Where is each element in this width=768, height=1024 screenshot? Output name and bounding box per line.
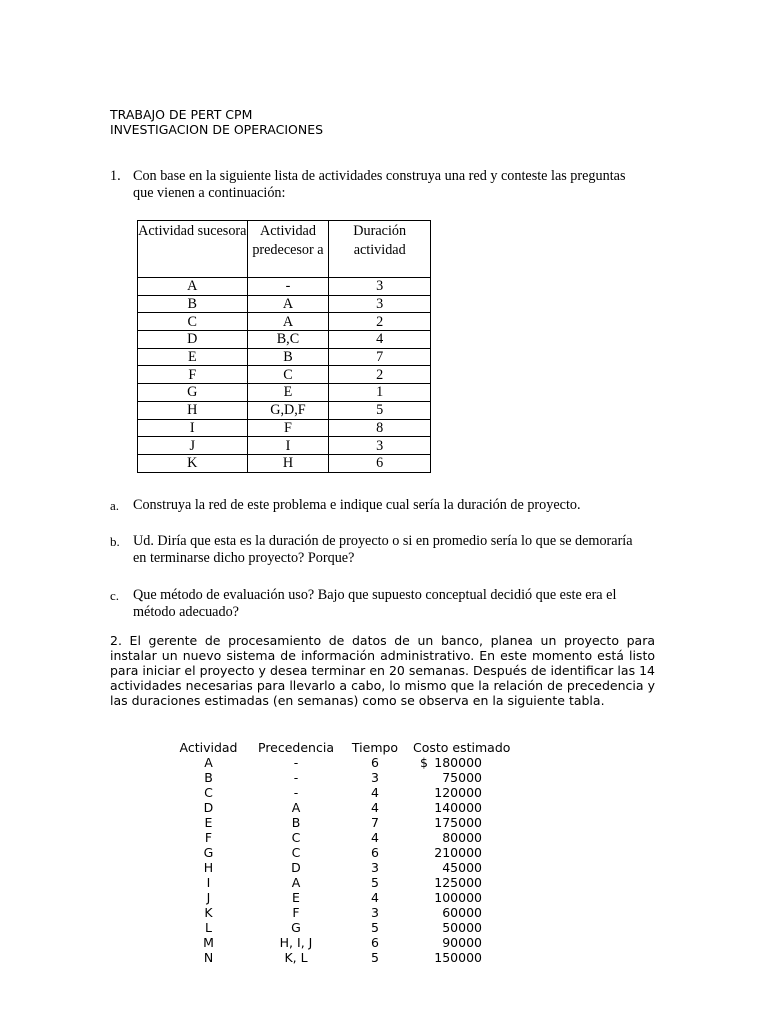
- duration-cell: 3: [329, 295, 431, 313]
- cost-cell: [405, 890, 540, 905]
- successor-cell: G: [138, 384, 248, 402]
- time-cell: 4: [371, 785, 379, 800]
- question-1-number: 1.: [110, 168, 121, 184]
- table-row: [170, 905, 540, 920]
- duration-cell: 7: [329, 348, 431, 366]
- activity-table-2: [170, 740, 540, 965]
- table-row: [138, 454, 431, 472]
- table-row: [138, 437, 431, 455]
- activity-cell: N: [203, 950, 214, 965]
- time-cell: 5: [371, 875, 379, 890]
- cost-value: 90000: [442, 935, 482, 950]
- header-activity: Actividad: [179, 740, 238, 755]
- precedence-cell: H, I, J: [279, 935, 313, 950]
- time-cell: 3: [371, 860, 379, 875]
- table-row: [138, 313, 431, 331]
- cost-value: 175000: [434, 815, 482, 830]
- predecessor-cell: A: [247, 295, 329, 313]
- precedence-cell: F: [292, 905, 300, 920]
- table-row: [138, 401, 431, 419]
- precedence-cell: -: [293, 755, 299, 770]
- table-row: [170, 935, 540, 950]
- cost-cell: [405, 935, 540, 950]
- successor-cell: B: [138, 295, 248, 313]
- successor-cell: E: [138, 348, 248, 366]
- table-row: [170, 950, 540, 965]
- cost-value: 75000: [442, 770, 482, 785]
- header-duration: Duración actividad: [329, 221, 431, 278]
- cost-cell: [405, 860, 540, 875]
- precedence-cell: A: [291, 800, 301, 815]
- cost-cell: [405, 875, 540, 890]
- cost-cell: [405, 950, 540, 965]
- activity-cell: H: [203, 860, 214, 875]
- sub-question-a-label: a.: [110, 498, 120, 513]
- predecessor-cell: H: [247, 454, 329, 472]
- duration-cell: 2: [329, 366, 431, 384]
- cost-value: 210000: [434, 845, 482, 860]
- cost-cell: [405, 830, 540, 845]
- cost-value: 140000: [434, 800, 482, 815]
- doc-subtitle: INVESTIGACION DE OPERACIONES: [110, 122, 324, 137]
- time-cell: 3: [371, 770, 379, 785]
- time-cell: 4: [371, 830, 379, 845]
- currency-symbol: $: [420, 755, 428, 770]
- successor-cell: D: [138, 331, 248, 349]
- cost-value: 125000: [434, 875, 482, 890]
- precedence-cell: K, L: [284, 950, 308, 965]
- cost-cell: [405, 800, 540, 815]
- successor-cell: K: [138, 454, 248, 472]
- predecessor-cell: B,C: [247, 331, 329, 349]
- table-row: [170, 920, 540, 935]
- time-cell: 4: [371, 800, 379, 815]
- activity-cell: B: [204, 770, 213, 785]
- cost-value: 100000: [434, 890, 482, 905]
- table-row: [170, 800, 540, 815]
- precedence-cell: -: [293, 770, 299, 785]
- header-cost: Costo estimado: [413, 740, 511, 755]
- table-row: [138, 278, 431, 296]
- duration-cell: 5: [329, 401, 431, 419]
- time-cell: 5: [371, 950, 379, 965]
- activity-cell: G: [203, 845, 214, 860]
- sub-question-b-label: b.: [110, 534, 120, 549]
- time-cell: 3: [371, 905, 379, 920]
- activity-cell: I: [206, 875, 211, 890]
- predecessor-cell: I: [247, 437, 329, 455]
- table-header-row: [170, 740, 540, 755]
- cost-value: 150000: [434, 950, 482, 965]
- time-cell: 6: [371, 845, 379, 860]
- cost-value: 80000: [442, 830, 482, 845]
- table-row: [170, 860, 540, 875]
- cost-cell: [405, 815, 540, 830]
- cost-cell: [405, 755, 540, 770]
- table-row: [170, 785, 540, 800]
- predecessor-cell: F: [247, 419, 329, 437]
- table-row: [138, 348, 431, 366]
- question-1-text: Con base en la siguiente lista de actividades construya una red y conteste las preguntas que vienen a continuación:: [133, 168, 626, 201]
- time-cell: 6: [371, 935, 379, 950]
- cost-cell: [405, 920, 540, 935]
- cost-value: 50000: [442, 920, 482, 935]
- predecessor-cell: C: [247, 366, 329, 384]
- time-cell: 6: [371, 755, 379, 770]
- cost-cell: [405, 905, 540, 920]
- predecessor-cell: G,D,F: [247, 401, 329, 419]
- table-row: [170, 755, 540, 770]
- activity-table-1: [137, 220, 431, 473]
- precedence-cell: -: [293, 785, 299, 800]
- cost-value: 180000: [434, 755, 482, 770]
- successor-cell: H: [138, 401, 248, 419]
- table-row: [138, 419, 431, 437]
- duration-cell: 3: [329, 437, 431, 455]
- predecessor-cell: B: [247, 348, 329, 366]
- predecessor-cell: -: [247, 278, 329, 296]
- successor-cell: C: [138, 313, 248, 331]
- precedence-cell: E: [292, 890, 300, 905]
- successor-cell: J: [138, 437, 248, 455]
- cost-value: 45000: [442, 860, 482, 875]
- precedence-cell: B: [291, 815, 301, 830]
- activity-cell: L: [205, 920, 212, 935]
- activity-cell: D: [203, 800, 214, 815]
- doc-title: TRABAJO DE PERT CPM: [110, 107, 253, 122]
- table-row: [170, 770, 540, 785]
- header-precedence: Precedencia: [258, 740, 334, 755]
- table-row: [138, 295, 431, 313]
- header-successor: Actividad sucesora: [138, 221, 248, 278]
- table-row: [138, 331, 431, 349]
- sub-question-b-text: Ud. Diría que esta es la duración de proyecto o si en promedio sería lo que se demoraría en terminarse dicho proyecto? Porque?: [133, 533, 633, 566]
- predecessor-cell: E: [247, 384, 329, 402]
- duration-cell: 3: [329, 278, 431, 296]
- header-time: Tiempo: [351, 740, 399, 755]
- precedence-cell: C: [291, 830, 301, 845]
- sub-question-a-text: Construya la red de este problema e indique cual sería la duración de proyecto.: [133, 497, 581, 513]
- successor-cell: A: [138, 278, 248, 296]
- precedence-cell: A: [291, 875, 301, 890]
- question-2-text: 2. El gerente de procesamiento de datos de un banco, planea un proyecto para instalar un nuevo sistema de información administrativo. En este momento está listo para iniciar el proyecto y desea terminar en 20 semanas. Después de identificar las 14 actividades necesarias para llevarlo a cabo, lo mismo que la relación de precedencia y las duraciones estimadas (en semanas) como se observa en la siguiente tabla.: [110, 633, 655, 708]
- sub-question-c-text: Que método de evaluación uso? Bajo que supuesto conceptual decidió que este era el método adecuado?: [133, 587, 617, 620]
- cost-value: 60000: [442, 905, 482, 920]
- cost-cell: [405, 785, 540, 800]
- table-row: [170, 875, 540, 890]
- activity-cell: E: [204, 815, 213, 830]
- duration-cell: 1: [329, 384, 431, 402]
- duration-cell: 2: [329, 313, 431, 331]
- successor-cell: I: [138, 419, 248, 437]
- sub-question-c-label: c.: [110, 588, 120, 603]
- activity-cell: J: [206, 890, 211, 905]
- cost-value: 120000: [434, 785, 482, 800]
- activity-cell: A: [204, 755, 213, 770]
- precedence-cell: G: [291, 920, 301, 935]
- activity-cell: F: [204, 830, 213, 845]
- table-row: [138, 384, 431, 402]
- table-header-row: [138, 221, 431, 278]
- duration-cell: 8: [329, 419, 431, 437]
- table-row: [138, 366, 431, 384]
- time-cell: 7: [371, 815, 379, 830]
- activity-cell: M: [203, 935, 214, 950]
- header-predecessor: Actividad predecesor a: [247, 221, 329, 278]
- table-row: [170, 890, 540, 905]
- table-row: [170, 815, 540, 830]
- time-cell: 4: [371, 890, 379, 905]
- activity-cell: K: [204, 905, 213, 920]
- time-cell: 5: [371, 920, 379, 935]
- duration-cell: 4: [329, 331, 431, 349]
- precedence-cell: D: [291, 860, 301, 875]
- table-row: [170, 830, 540, 845]
- cost-cell: [405, 845, 540, 860]
- successor-cell: F: [138, 366, 248, 384]
- duration-cell: 6: [329, 454, 431, 472]
- precedence-cell: C: [291, 845, 301, 860]
- table-row: [170, 845, 540, 860]
- cost-cell: [405, 770, 540, 785]
- activity-cell: C: [204, 785, 213, 800]
- predecessor-cell: A: [247, 313, 329, 331]
